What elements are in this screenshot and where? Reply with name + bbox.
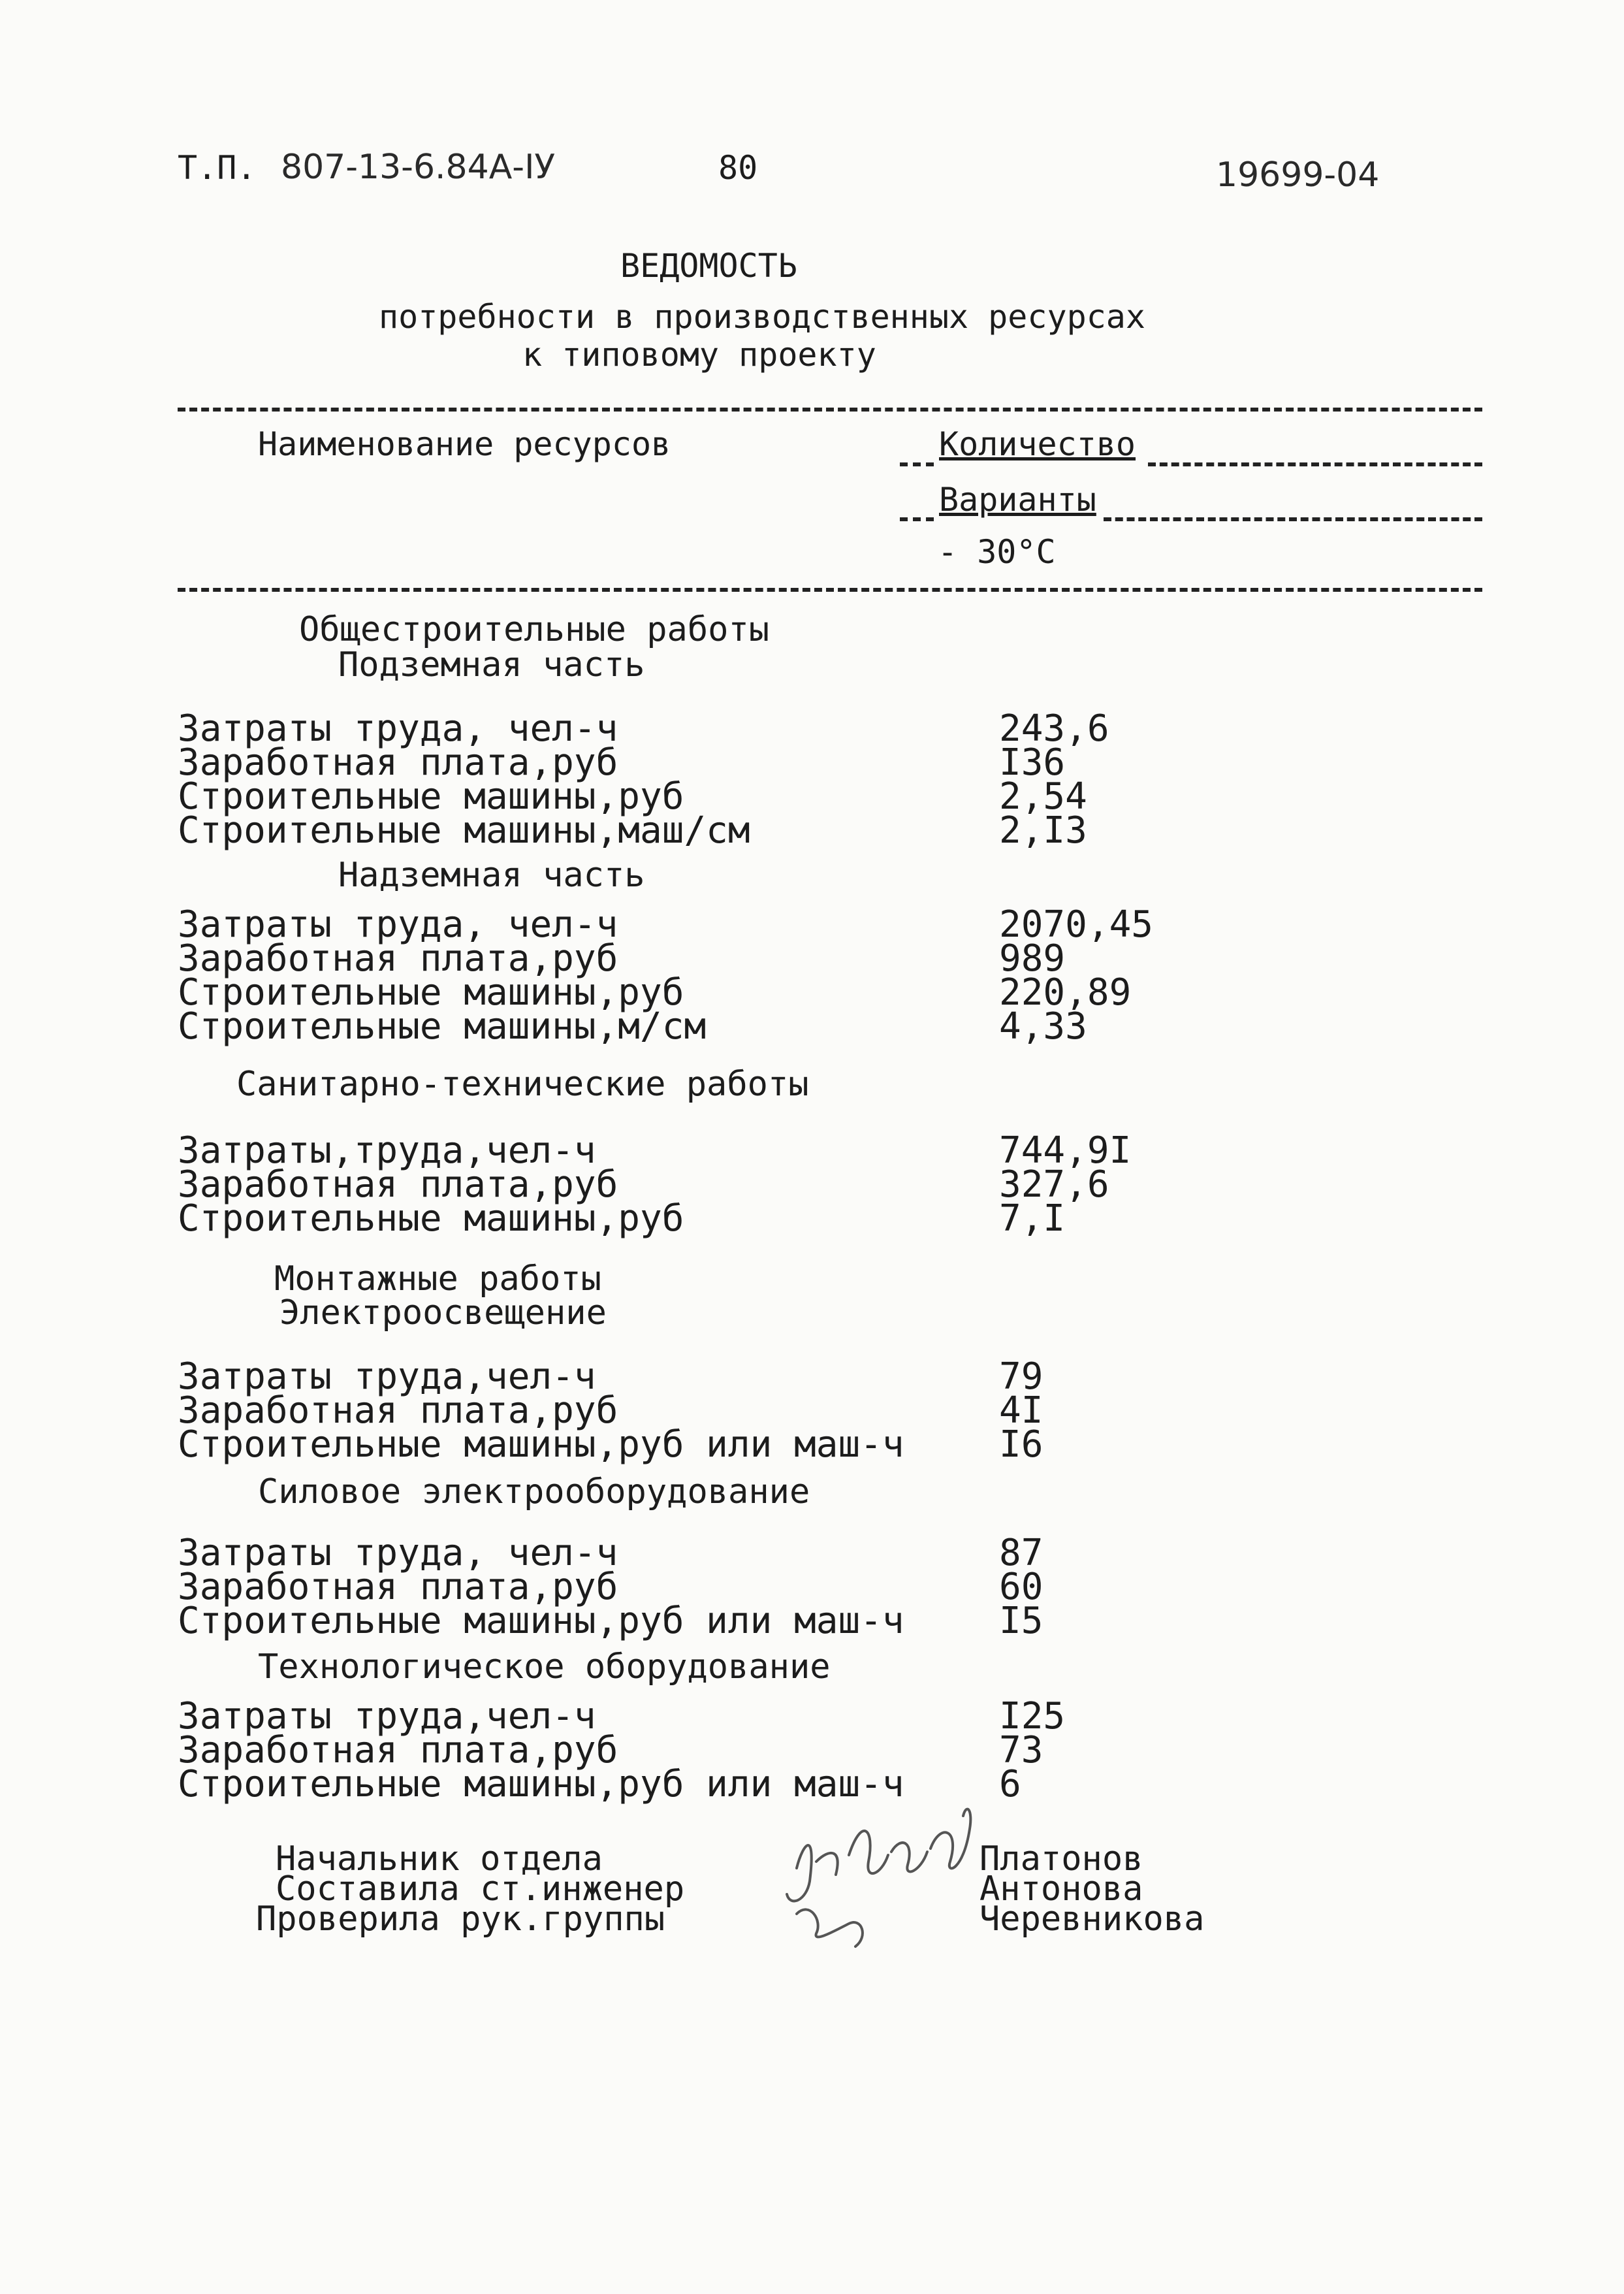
row-value: I36 <box>999 741 1066 784</box>
header-top-rule <box>178 408 1482 412</box>
column-header-quantity: Количество <box>939 425 1136 463</box>
doc-subtitle-line2: к типовому проекту <box>522 336 876 374</box>
row-value: I5 <box>999 1600 1043 1642</box>
row-label: Затраты труда, чел-ч <box>178 707 618 750</box>
row-value: 73 <box>999 1729 1043 1771</box>
signature-name: Черевникова <box>979 1899 1205 1939</box>
row-value: 6 <box>999 1763 1021 1805</box>
doc-code-prefix: Т.П. <box>178 149 257 187</box>
row-value: 744,9I <box>999 1129 1132 1172</box>
signature-role: Составила ст.инженер <box>276 1869 685 1909</box>
qty-rule-right <box>1148 462 1482 466</box>
row-value: 2070,45 <box>999 903 1154 946</box>
row-label: Затраты труда, чел-ч <box>178 1532 618 1574</box>
row-value: 989 <box>999 937 1066 980</box>
row-label: Строительные машины,руб или маш-ч <box>178 1763 904 1805</box>
section-title: Общестроительные работы <box>299 610 770 649</box>
row-label: Строительные машины,руб или маш-ч <box>178 1423 904 1466</box>
row-value: 327,6 <box>999 1163 1109 1206</box>
archive-number: 19699-04 <box>1216 155 1380 195</box>
section-subtitle: Электроосвещение <box>279 1293 607 1333</box>
row-label: Затраты,труда,чел-ч <box>178 1129 596 1172</box>
row-value: 79 <box>999 1355 1043 1398</box>
doc-title: ВЕДОМОСТЬ <box>620 247 797 285</box>
row-label: Заработная плата,руб <box>178 1729 618 1771</box>
section-subtitle: Подземная часть <box>338 645 645 685</box>
row-label: Заработная плата,руб <box>178 1163 618 1206</box>
section-title: Технологическое оборудование <box>258 1647 831 1687</box>
qty-rule-left <box>900 462 934 466</box>
section-title: Монтажные работы <box>274 1259 601 1299</box>
column-header-variants: Варианты <box>939 481 1096 519</box>
row-value: 7,I <box>999 1197 1066 1240</box>
row-label: Заработная плата,руб <box>178 741 618 784</box>
section-title: Санитарно-технические работы <box>236 1065 809 1104</box>
row-label: Строительные машины,руб <box>178 971 684 1014</box>
row-label: Затраты труда,чел-ч <box>178 1355 596 1398</box>
section-title: Силовое электрооборудование <box>258 1472 810 1511</box>
row-label: Строительные машины,м/см <box>178 1005 707 1048</box>
signature-name: Антонова <box>979 1869 1143 1909</box>
signature-name: Платонов <box>979 1839 1143 1879</box>
row-value: 4,33 <box>999 1005 1087 1048</box>
row-label: Строительные машины,маш/см <box>178 809 750 852</box>
row-value: 220,89 <box>999 971 1132 1014</box>
row-label: Затраты труда,чел-ч <box>178 1695 596 1737</box>
row-value: I25 <box>999 1695 1066 1737</box>
row-value: I6 <box>999 1423 1043 1466</box>
row-value: 4I <box>999 1389 1043 1432</box>
row-label: Строительные машины,руб <box>178 775 684 818</box>
row-label: Заработная плата,руб <box>178 1389 618 1432</box>
signature-role: Проверила рук.группы <box>256 1899 665 1939</box>
row-label: Строительные машины,руб или маш-ч <box>178 1600 904 1642</box>
section-title: Надземная часть <box>338 856 645 895</box>
row-value: 2,I3 <box>999 809 1087 852</box>
row-label: Строительные машины,руб <box>178 1197 684 1240</box>
row-value: 243,6 <box>999 707 1109 750</box>
signature-role: Начальник отдела <box>276 1839 603 1879</box>
row-label: Заработная плата,руб <box>178 1566 618 1608</box>
page-number: 80 <box>718 149 758 187</box>
doc-subtitle-line1: потребности в производственных ресурсах <box>379 298 1145 336</box>
column-header-name: Наименование ресурсов <box>258 425 671 463</box>
row-label: Затраты труда, чел-ч <box>178 903 618 946</box>
row-value: 87 <box>999 1532 1043 1574</box>
row-label: Заработная плата,руб <box>178 937 618 980</box>
header-bottom-rule <box>178 588 1482 592</box>
variant-value: - 30°C <box>938 533 1056 571</box>
doc-code-handwritten: 807-13-6.84А-IУ <box>281 148 556 187</box>
variants-rule-left <box>900 517 934 521</box>
handwritten-signature <box>771 1790 1006 1960</box>
row-value: 2,54 <box>999 775 1087 818</box>
row-value: 60 <box>999 1566 1043 1608</box>
variants-rule-right <box>1104 517 1482 521</box>
